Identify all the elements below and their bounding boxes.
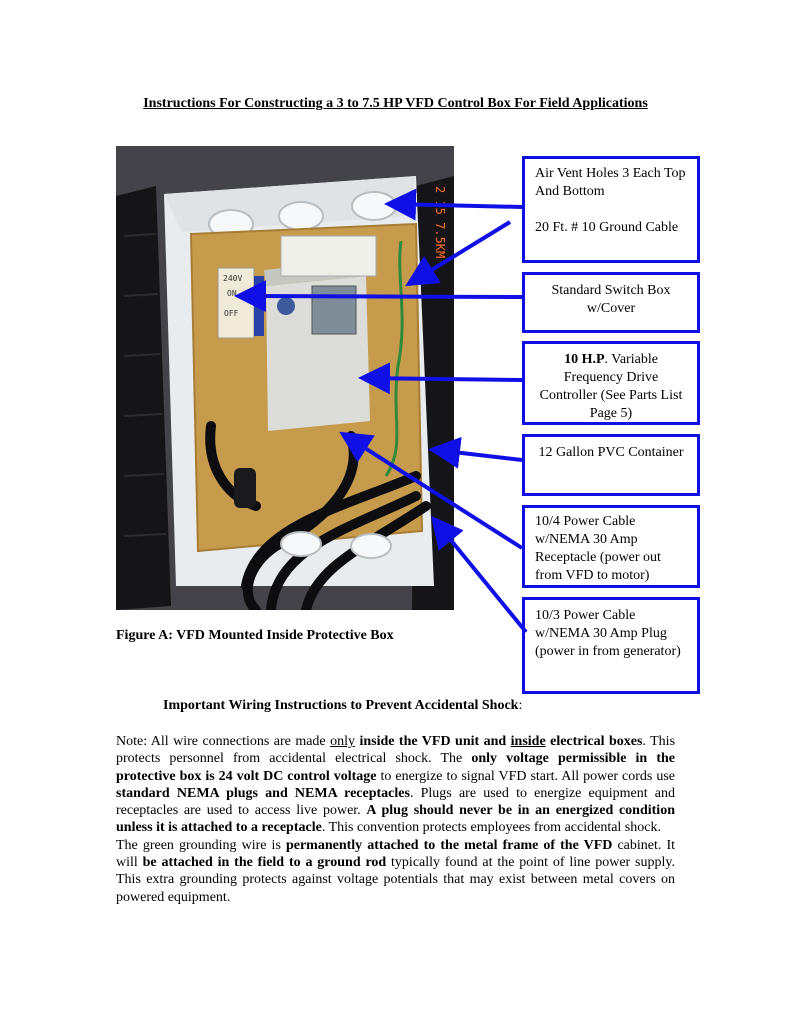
callout-ground-cable-text: 20 Ft. # 10 Ground Cable — [535, 220, 679, 235]
ground-paragraph: The green grounding wire is permanently attached to the metal frame of the VFD cabinet. It will be attached in the field to a ground rod typically found at the point of line power supply. This extra grounding protects against voltage potentials that may exist between metal covers on powered equipment. — [116, 837, 675, 905]
photo-date-stamp: 2 15 7.5KM — [433, 186, 447, 259]
switch-label-240v: 240V — [223, 274, 243, 283]
switch-label-on: ON — [227, 289, 237, 298]
section-heading-text: Important Wiring Instructions to Prevent Accidental Shock — [163, 698, 519, 713]
callout-pvc-container — [522, 434, 700, 496]
note-paragraph: Note: All wire connections are made only inside the VFD unit and inside electrical boxes. This protects personnel from accidental electrical shock. The only voltage permissible in the protective box is 24 volt DC control voltage to energize to signal VFD start. All power cords use standard NEMA plugs and NEMA receptacles. Plugs are used to energize equipment and receptacles are used to access live power. A plug should never be in an energized condition unless it is attached to a receptacle. This convention protects employees from accidental shock. — [116, 734, 676, 836]
callout-switch-box — [522, 272, 700, 333]
callout-power-in — [522, 597, 700, 694]
callout-pvc-text: 12 Gallon PVC Container — [538, 445, 684, 460]
callout-vfd-text: . Variable Frequency Drive Controller (See Parts List Page 5) — [539, 352, 683, 421]
callout-vfd-bold: 10 H.P — [564, 352, 605, 367]
section-heading-colon: : — [518, 698, 523, 713]
callout-power-in-text: 10/3 Power Cable w/NEMA 30 Amp Plug (power in from generator) — [535, 608, 681, 659]
body-text — [116, 733, 675, 906]
section-heading — [163, 698, 522, 714]
callout-vent-and-ground — [522, 156, 700, 263]
vfd-box-photo — [116, 146, 454, 610]
callout-switch-box-text: Standard Switch Box w/Cover — [551, 283, 671, 316]
callout-vent-holes-text: Air Vent Holes 3 Each Top And Bottom — [535, 166, 686, 199]
figure-caption: Figure A: VFD Mounted Inside Protective Box — [116, 628, 394, 643]
callout-power-out-text: 10/4 Power Cable w/NEMA 30 Amp Receptacle (power out from VFD to motor) — [535, 514, 661, 583]
page-title: Instructions For Constructing a 3 to 7.5 HP VFD Control Box For Field Applications — [143, 96, 648, 111]
callout-power-out — [522, 505, 700, 588]
callout-vfd — [522, 341, 700, 425]
switch-label-off: OFF — [224, 309, 239, 318]
